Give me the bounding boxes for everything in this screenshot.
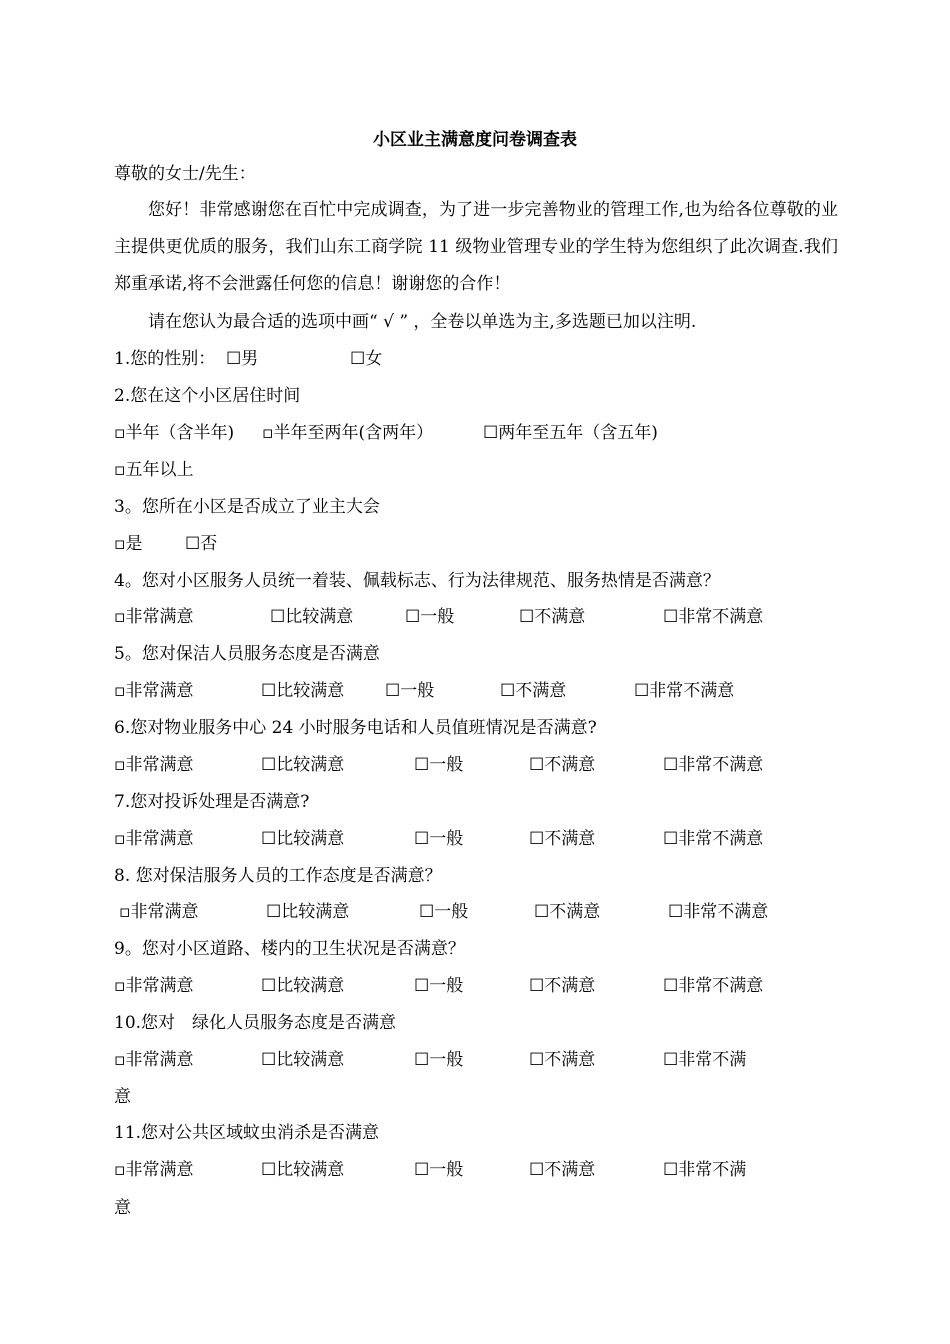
- q1-option-female[interactable]: ☐女: [350, 349, 383, 369]
- question-10: 10.您对 绿化人员服务态度是否满意: [114, 1013, 397, 1033]
- q10-option-5-wrap: 意: [114, 1087, 131, 1107]
- q9-option-5[interactable]: ☐非常不满意: [663, 976, 764, 996]
- question-2: 2.您在这个小区居住时间: [114, 386, 301, 406]
- q10-option-3[interactable]: ☐一般: [414, 1050, 464, 1070]
- q11-option-1[interactable]: ▫非常满意: [114, 1160, 194, 1180]
- q11-option-5[interactable]: ☐非常不满: [663, 1160, 747, 1180]
- q9-option-3[interactable]: ☐一般: [414, 976, 464, 996]
- question-8: 8. 您对保洁服务人员的工作态度是否满意？: [114, 866, 442, 886]
- q3-option-yes[interactable]: ▫是: [114, 534, 143, 554]
- q4-option-5[interactable]: ☐非常不满意: [663, 607, 764, 627]
- question-5: 5。您对保洁人员服务态度是否满意: [114, 644, 380, 664]
- q8-option-3[interactable]: ☐一般: [419, 902, 469, 922]
- q4-option-1[interactable]: ▫非常满意: [114, 607, 194, 627]
- greeting: 尊敬的女士/先生：: [114, 164, 256, 184]
- q5-option-1[interactable]: ▫非常满意: [114, 681, 194, 701]
- q10-option-5[interactable]: ☐非常不满: [663, 1050, 747, 1070]
- q6-option-3[interactable]: ☐一般: [414, 755, 464, 775]
- q11-option-4[interactable]: ☐不满意: [529, 1160, 596, 1180]
- q7-option-5[interactable]: ☐非常不满意: [663, 829, 764, 849]
- q7-option-4[interactable]: ☐不满意: [529, 829, 596, 849]
- question-6: 6.您对物业服务中心 24 小时服务电话和人员值班情况是否满意?: [114, 718, 597, 738]
- q7-option-1[interactable]: ▫非常满意: [114, 829, 194, 849]
- q10-option-1[interactable]: ▫非常满意: [114, 1050, 194, 1070]
- q5-option-2[interactable]: ☐比较满意: [261, 681, 345, 701]
- q3-option-no[interactable]: ☐否: [185, 534, 218, 554]
- q10-option-2[interactable]: ☐比较满意: [261, 1050, 345, 1070]
- q8-option-1[interactable]: ▫非常满意: [119, 902, 199, 922]
- q5-option-5[interactable]: ☐非常不满意: [634, 681, 735, 701]
- q6-option-4[interactable]: ☐不满意: [529, 755, 596, 775]
- q5-option-3[interactable]: ☐一般: [385, 681, 435, 701]
- question-3: 3。您所在小区是否成立了业主大会: [114, 497, 380, 517]
- q8-option-4[interactable]: ☐不满意: [534, 902, 601, 922]
- q2-option-4[interactable]: ▫五年以上: [114, 460, 194, 480]
- intro-paragraph: 您好！非常感谢您在百忙中完成调查，为了进一步完善物业的管理工作,也为给各位尊敬的业主提供更优质的服务，我们山东工商学院 11 级物业管理专业的学生特为您组织了此次调查.我们郑重承诺,将不会泄露任何您的信息！谢谢您的合作！: [114, 200, 838, 294]
- q6-option-5[interactable]: ☐非常不满意: [663, 755, 764, 775]
- q5-option-4[interactable]: ☐不满意: [500, 681, 567, 701]
- question-4: 4。您对小区服务人员统一着装、佩载标志、行为法律规范、服务热情是否满意？: [114, 571, 720, 591]
- q9-option-4[interactable]: ☐不满意: [529, 976, 596, 996]
- q11-option-3[interactable]: ☐一般: [414, 1160, 464, 1180]
- q7-option-2[interactable]: ☐比较满意: [261, 829, 345, 849]
- question-9: 9。您对小区道路、楼内的卫生状况是否满意？: [114, 939, 465, 959]
- q4-option-2[interactable]: ☐比较满意: [270, 607, 354, 627]
- q7-option-3[interactable]: ☐一般: [414, 829, 464, 849]
- q6-option-1[interactable]: ▫非常满意: [114, 755, 194, 775]
- question-7: 7.您对投诉处理是否满意?: [114, 792, 310, 812]
- q4-option-4[interactable]: ☐不满意: [519, 607, 586, 627]
- q9-option-1[interactable]: ▫非常满意: [114, 976, 194, 996]
- q8-option-5[interactable]: ☐非常不满意: [668, 902, 769, 922]
- q9-option-2[interactable]: ☐比较满意: [261, 976, 345, 996]
- q4-option-3[interactable]: ☐一般: [405, 607, 455, 627]
- question-1: 1.您的性别：: [114, 349, 216, 369]
- q11-option-5-wrap: 意: [114, 1198, 131, 1218]
- q1-option-male[interactable]: ☐男: [226, 349, 259, 369]
- q2-option-1[interactable]: ▫半年（含半年): [114, 423, 235, 443]
- q8-option-2[interactable]: ☐比较满意: [266, 902, 350, 922]
- page-title: 小区业主满意度问卷调查表: [373, 130, 577, 150]
- q2-option-3[interactable]: ☐两年至五年（含五年): [483, 423, 658, 443]
- question-11: 11.您对公共区域蚊虫消杀是否满意: [114, 1123, 380, 1143]
- q6-option-2[interactable]: ☐比较满意: [261, 755, 345, 775]
- q10-option-4[interactable]: ☐不满意: [529, 1050, 596, 1070]
- q2-option-2[interactable]: ▫半年至两年(含两年）: [262, 423, 434, 443]
- instruction: 请在您认为最合适的选项中画“ √ ” ，全卷以单选为主,多选题已加以注明.: [148, 312, 697, 332]
- q11-option-2[interactable]: ☐比较满意: [261, 1160, 345, 1180]
